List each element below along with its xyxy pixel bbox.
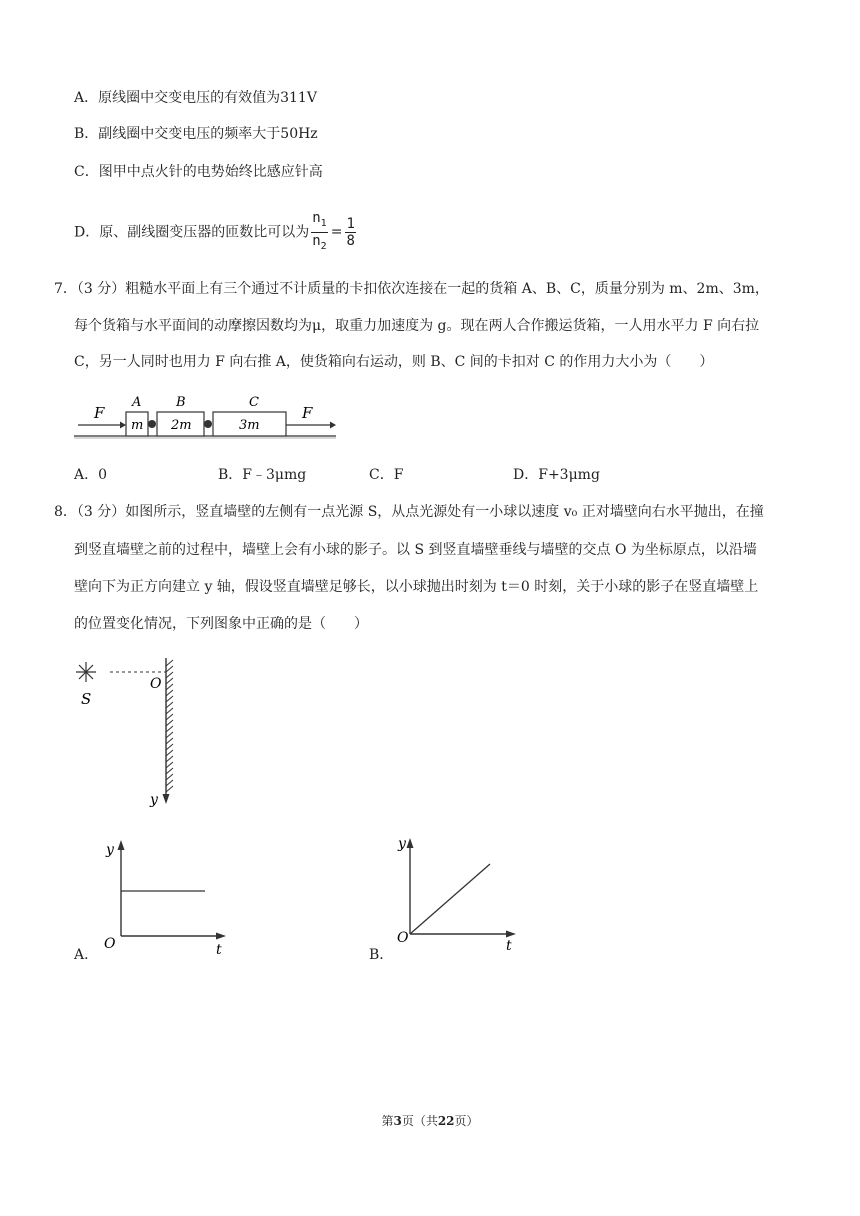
q6-option-c: C．图甲中点火针的电势始终比感应针高 — [74, 164, 323, 180]
q6-option-d-text: D．原、副线圈变压器的匝数比可以为 — [74, 224, 310, 241]
graph-b-rising-line — [410, 864, 490, 934]
box-c-label: C — [249, 395, 259, 410]
turns-ratio-one: 1 — [346, 215, 355, 232]
footer-post: 页） — [454, 1114, 479, 1128]
buckle-bc — [204, 420, 212, 428]
turns-ratio-n1: $n_1$ — [311, 210, 327, 233]
graph-a — [100, 836, 230, 956]
q8-stem-line-1: 8．（3 分）如图所示，竖直墙壁的左侧有一点光源 S，从点光源处有一小球以速度 v₀ 正对墙壁向右水平抛出，在撞 — [54, 504, 764, 520]
graph-b — [396, 830, 526, 954]
y-axis-arrowhead — [163, 794, 170, 804]
q7-cargo-boxes-figure — [74, 388, 344, 444]
equals-sign: = — [330, 224, 343, 241]
origin-label: O — [150, 676, 162, 692]
box-a-label: A — [132, 395, 142, 410]
q8-stem-line-3: 壁向下为正方向建立 y 轴，假设竖直墙壁足够长，以小球抛出时刻为 t＝0 时刻，关于小球的影子在竖直墙壁上 — [74, 579, 759, 595]
q7-option-d: D．F+3μmg — [513, 467, 600, 483]
graph-a-t-arrowhead — [216, 933, 226, 940]
current-page-number: 3 — [393, 1114, 402, 1128]
graph-a-t-label: t — [216, 942, 222, 958]
q6-option-d — [74, 210, 358, 255]
footer-mid: 页（共 — [401, 1114, 438, 1128]
total-pages: 22 — [437, 1114, 455, 1128]
q8-stem-line-4: 的位置变化情况，下列图象中正确的是（ ） — [74, 616, 368, 632]
graph-b-t-label: t — [506, 938, 512, 954]
q8-wall-figure — [74, 654, 194, 814]
q7-option-a: A．0 — [74, 467, 108, 483]
q6-option-a: A．原线圈中交变电压的有效值为311V — [74, 90, 317, 106]
pull-force-label: F — [302, 404, 313, 422]
q7-stem-line-2: 每个货箱与水平面间的动摩擦因数均为μ，取重力加速度为 g。现在两人合作搬运货箱，一人用水平力 F 向右拉 — [74, 318, 760, 334]
turns-ratio-right — [345, 216, 355, 249]
graph-b-origin: O — [397, 930, 409, 946]
graph-b-t-arrowhead — [506, 931, 516, 938]
box-b-mass: 2m — [171, 418, 192, 433]
box-c-mass: 3m — [239, 418, 260, 433]
turns-ratio-left — [311, 210, 327, 255]
q6-option-b: B．副线圈中交变电压的频率大于50Hz — [74, 126, 318, 142]
turns-ratio-eight: 8 — [346, 232, 355, 249]
graph-a-y-label: y — [106, 842, 114, 858]
graph-a-y-arrowhead — [118, 840, 125, 850]
push-force-label: F — [94, 404, 105, 422]
light-source-icon — [76, 662, 96, 682]
graph-a-origin: O — [104, 936, 116, 952]
footer-pre: 第 — [381, 1114, 394, 1128]
y-axis-label: y — [150, 792, 158, 808]
push-force-arrowhead — [120, 422, 126, 429]
q7-stem-line-1: 7．（3 分）粗糙水平面上有三个通过不计质量的卡扣依次连接在一起的货箱 A、B、C，质量分别为 m、2m、3m， — [54, 281, 769, 297]
pull-force-arrowhead — [330, 422, 336, 429]
graph-b-y-arrowhead — [407, 838, 414, 848]
page-footer — [0, 1112, 860, 1129]
q8-option-b: B． — [369, 947, 394, 963]
buckle-ab — [148, 420, 156, 428]
box-a-mass: m — [131, 418, 144, 433]
graph-b-y-label: y — [398, 836, 406, 852]
q8-option-a: A． — [74, 947, 99, 963]
box-b-label: B — [176, 395, 186, 410]
q7-stem-line-3: C，另一人同时也用力 F 向右推 A，使货箱向右运动，则 B、C 间的卡扣对 C 的作用力大小为（ ） — [74, 354, 714, 370]
q7-option-b: B．F﹣3μmg — [218, 467, 307, 483]
q7-option-c: C．F — [369, 467, 404, 483]
light-source-label: S — [81, 690, 92, 708]
turns-ratio-n2: $n_2$ — [312, 232, 327, 252]
wall-hatching — [166, 660, 173, 792]
q8-stem-line-2: 到竖直墙壁之前的过程中，墙壁上会有小球的影子。以 S 到竖直墙壁垂线与墙壁的交点 O 为坐标原点，以沿墙 — [74, 542, 757, 558]
